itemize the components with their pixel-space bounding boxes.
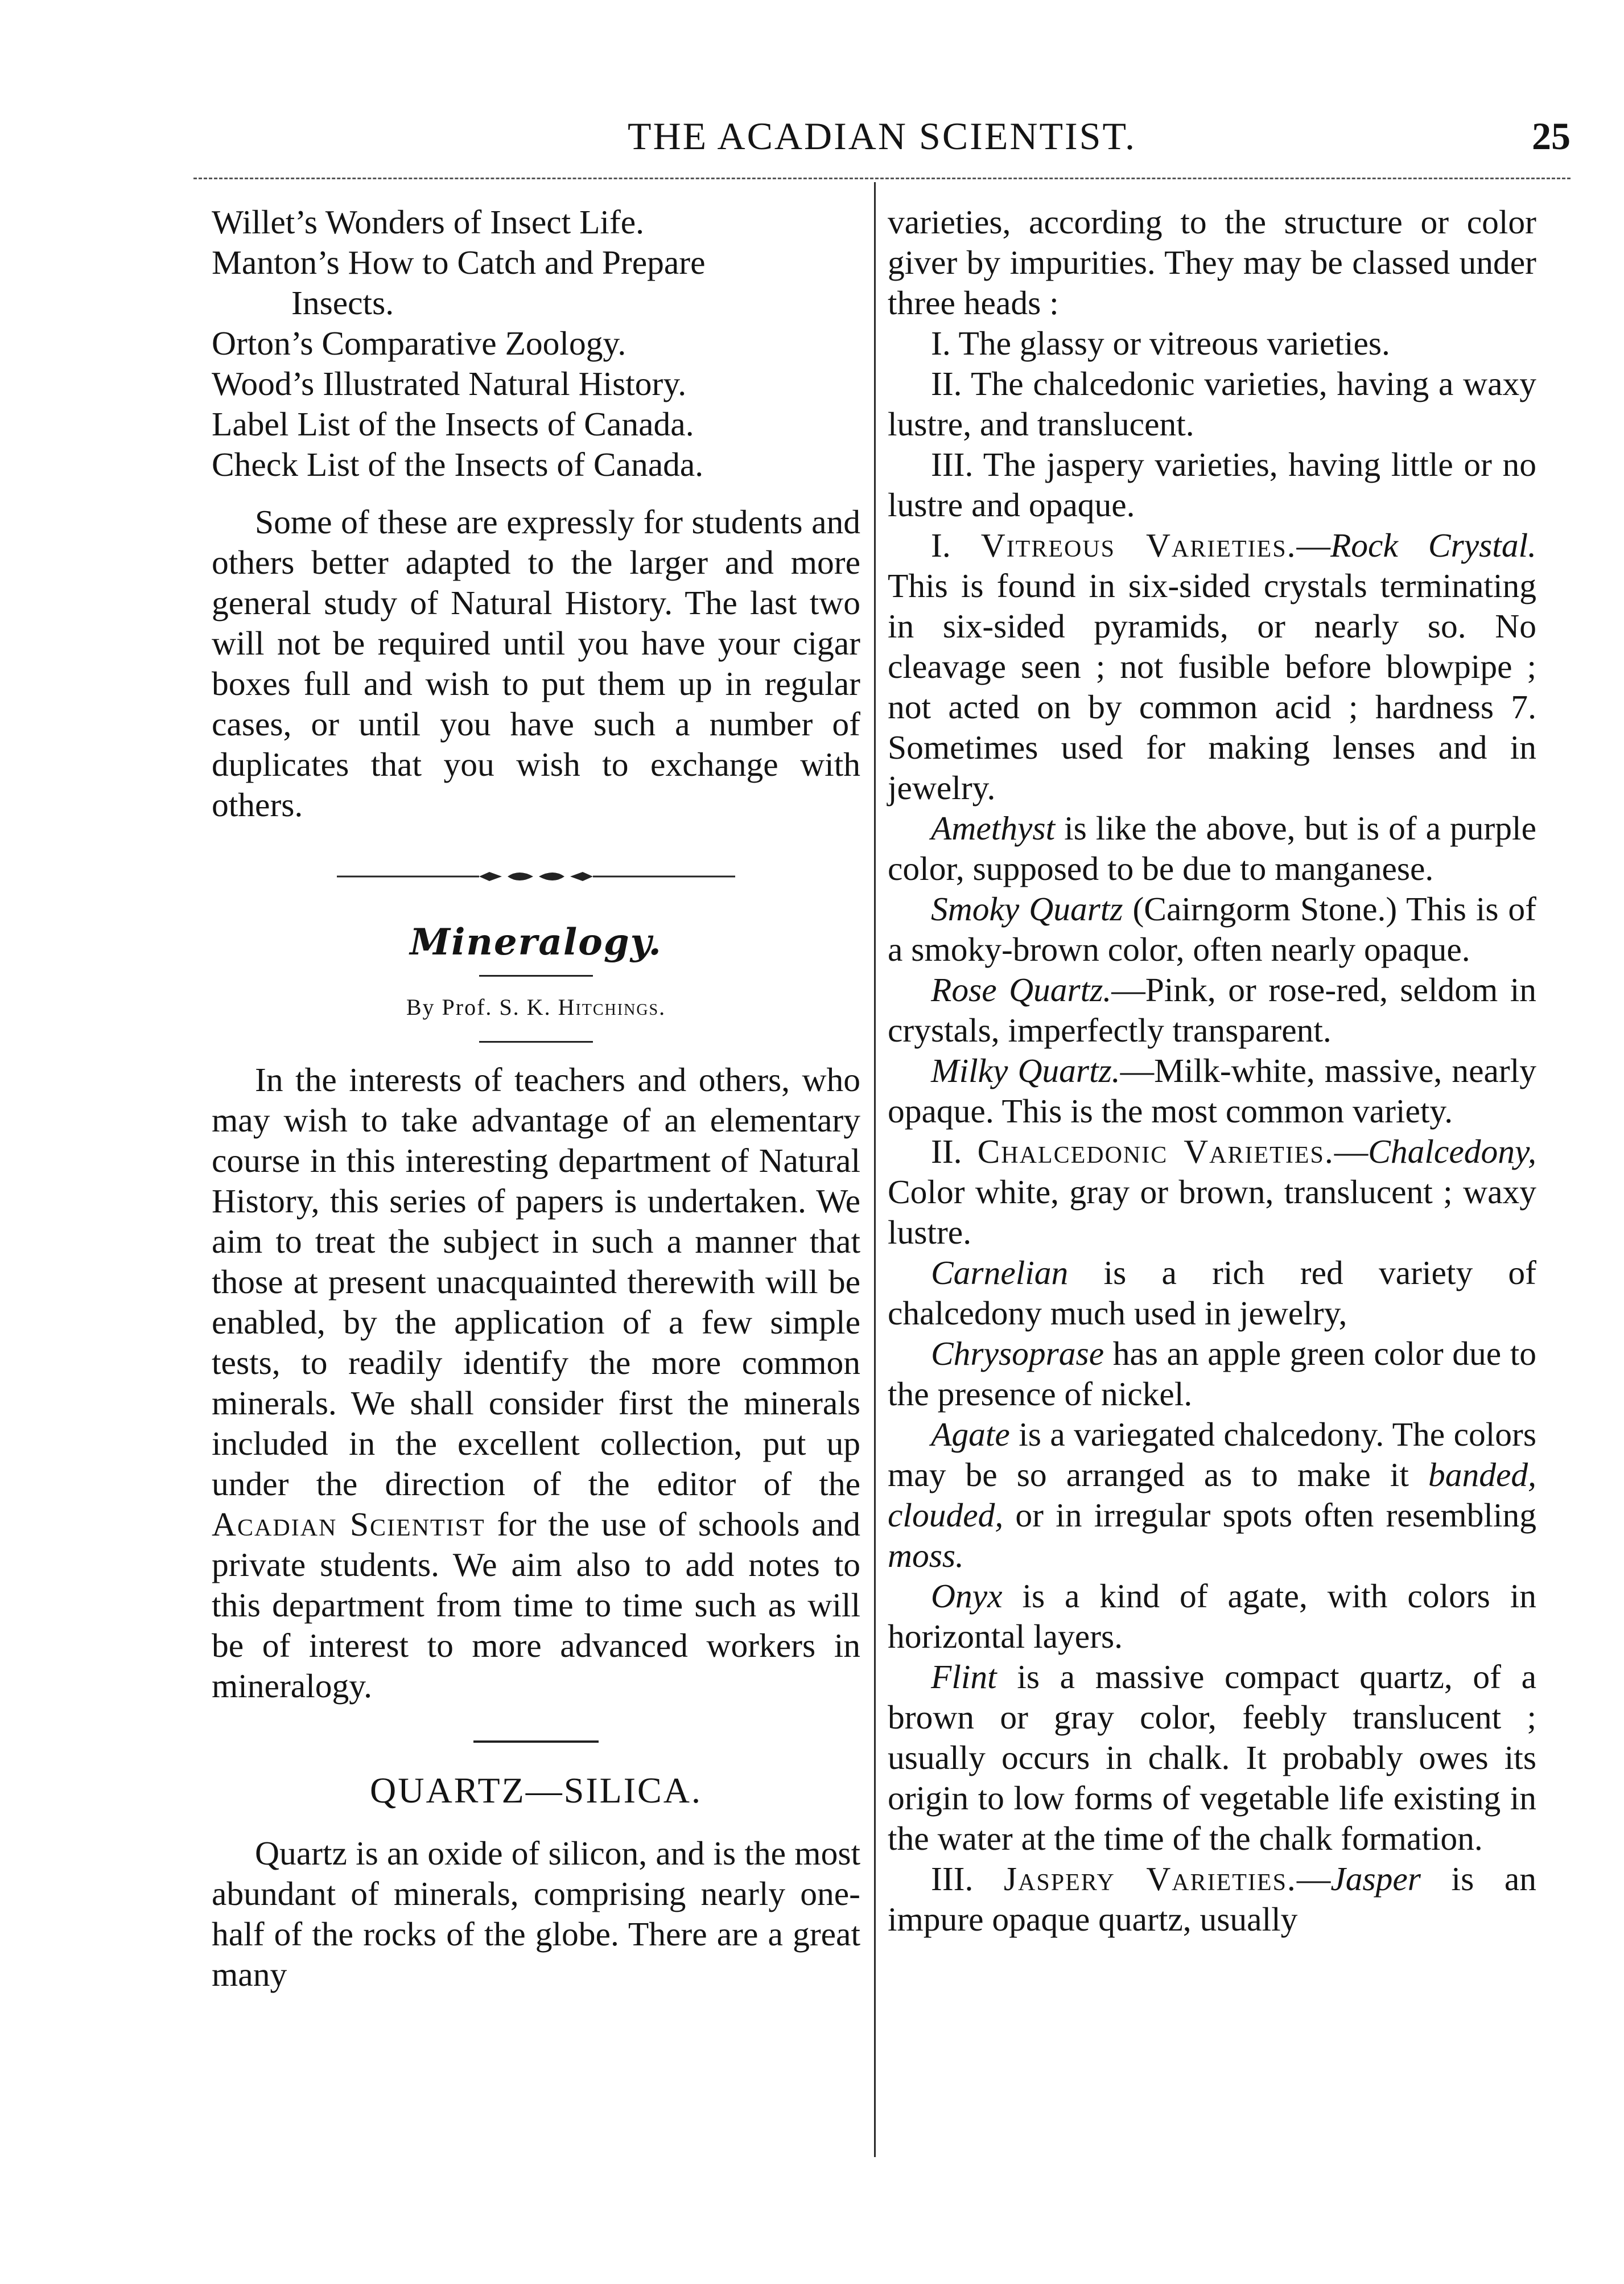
byline bbox=[212, 987, 860, 1027]
smoky-paragraph: Smoky Quartz (Cairngorm Stone.) This is of a smoky-brown color, often nearly opaque. bbox=[888, 890, 1536, 968]
ornament-divider bbox=[337, 865, 735, 888]
header-rule bbox=[193, 178, 1571, 179]
journal-name: Acadian Scientist bbox=[212, 1505, 485, 1543]
sub-heading: QUARTZ—SILICA. bbox=[370, 1770, 702, 1810]
term-rose-quartz: Rose Quartz. bbox=[931, 971, 1112, 1009]
term-carnelian: Carnelian bbox=[931, 1254, 1069, 1291]
chalcedonic-paragraph: II. Chalcedonic Varieties.—Chalcedony, Color white, gray or brown, translucent ; waxy lustre. bbox=[888, 1133, 1536, 1251]
book-list-item: Orton’s Comparative Zoology. bbox=[212, 324, 626, 362]
running-title: THE ACADIAN SCIENTIST. bbox=[628, 114, 1136, 158]
page-number: 25 bbox=[1532, 114, 1571, 158]
book-list-item: Check List of the Insects of Canada. bbox=[212, 446, 704, 483]
byline-author: S. K. Hitchings. bbox=[499, 994, 666, 1020]
book-list-item: Willet’s Wonders of Insect Life. bbox=[212, 203, 645, 241]
byline-prefix: By Prof. bbox=[406, 994, 500, 1020]
term-chrysoprase: Chrysoprase bbox=[931, 1335, 1104, 1372]
left-column bbox=[212, 202, 860, 1995]
class-item: III. The jaspery varieties, having little or no lustre and opaque. bbox=[888, 446, 1536, 524]
book-list-item: Manton’s How to Catch and Prepare bbox=[212, 244, 706, 281]
class-item: II. The chalcedonic varieties, having a waxy lustre, and translucent. bbox=[888, 365, 1536, 443]
term-jasper: Jasper bbox=[1330, 1860, 1421, 1898]
column-divider bbox=[874, 182, 876, 2157]
term-milky-quartz: Milky Quartz. bbox=[931, 1052, 1120, 1089]
intro-paragraph: Some of these are expressly for students and others better adapted to the larger and more general study of Natural History. The last two will not be required until you have your cigar boxes full and wish to put them up in regular cases, or until you have such a number of duplicates that you wish to exchange with others. bbox=[212, 503, 860, 824]
term-amethyst: Amethyst bbox=[931, 809, 1056, 847]
term-rock-crystal: Rock Crystal. bbox=[1330, 526, 1536, 564]
section-rule bbox=[473, 1740, 599, 1743]
chrysoprase-paragraph: Chrysoprase has an apple green color due to the presence of nickel. bbox=[888, 1335, 1536, 1413]
book-list-item: Label List of the Insects of Canada. bbox=[212, 405, 694, 443]
onyx-paragraph: Onyx is a kind of agate, with colors in horizontal layers. bbox=[888, 1577, 1536, 1655]
class-item: I. The glassy or vitreous varieties. bbox=[931, 324, 1390, 362]
jaspery-heading: Jaspery Varieties. bbox=[1003, 1860, 1297, 1898]
rose-paragraph: Rose Quartz.—Pink, or rose-red, seldom in crystals, imperfectly transparent. bbox=[888, 971, 1536, 1049]
term-smoky-quartz: Smoky Quartz bbox=[931, 890, 1123, 928]
term-chalcedony: Chalcedony, bbox=[1368, 1133, 1536, 1170]
chalcedonic-heading: Chalcedonic Varieties. bbox=[977, 1133, 1334, 1170]
agate-paragraph: Agate is a variegated chalcedony. The colors may be so arranged as to make it banded, clouded, or in irregular spots often resembling moss. bbox=[888, 1415, 1536, 1574]
heading-rule bbox=[479, 975, 593, 977]
carnelian-paragraph: Carnelian is a rich red variety of chalcedony much used in jewelry, bbox=[888, 1254, 1536, 1332]
right-column bbox=[888, 202, 1536, 1940]
term-onyx: Onyx bbox=[931, 1577, 1003, 1615]
term-agate: Agate bbox=[931, 1415, 1010, 1453]
amethyst-paragraph: Amethyst is like the above, but is of a purple color, supposed to be due to manganese. bbox=[888, 809, 1536, 887]
book-list bbox=[212, 202, 860, 485]
milky-paragraph: Milky Quartz.—Milk-white, massive, nearly opaque. This is the most common variety. bbox=[888, 1052, 1536, 1130]
vitreous-paragraph: I. Vitreous Varieties.—Rock Crystal. This is found in six-sided crystals terminating in six-sided pyramids, or nearly so. No cleavage seen ; not fusible before blowpipe ; not acted on by common acid ; hardness 7. Sometimes used for making lenses and in jewelry. bbox=[888, 526, 1536, 806]
vitreous-heading: Vitreous Varieties. bbox=[980, 526, 1297, 564]
page-header bbox=[193, 114, 1571, 171]
term-flint: Flint bbox=[931, 1658, 997, 1695]
flint-paragraph: Flint is a massive compact quartz, of a brown or gray color, feebly translucent ; usually occurs in chalk. It probably owes its origin to low forms of vegetable life existing in the water at the time of the chalk formation. bbox=[888, 1658, 1536, 1857]
jaspery-paragraph: III. Jaspery Varieties.—Jasper is an impure opaque quartz, usually bbox=[888, 1860, 1536, 1938]
continued-paragraph: varieties, according to the structure or color giver by impurities. They may be classed under three heads : bbox=[888, 203, 1536, 322]
quartz-paragraph: Quartz is an oxide of silicon, and is the most abundant of minerals, comprising nearly one-half of the rocks of the globe. There are a great many bbox=[212, 1834, 860, 1993]
book-list-item: Wood’s Illustrated Natural History. bbox=[212, 365, 687, 402]
intro-mineralogy-paragraph: In the interests of teachers and others, who may wish to take advantage of an elementary course in this interesting department of Natural History, this series of papers is undertaken. We aim to treat the subject in such a manner that those at present unacquainted therewith will be enabled, by the application of a few simple tests, to readily identify the more common minerals. We shall consider first the minerals included in the excellent collection, put up under the direction of the editor of the Acadian Scientist for the use of schools and private students. We aim also to add notes to this department from time to time such as will be of interest to more advanced workers in mineralogy. bbox=[212, 1061, 860, 1705]
book-list-item-continued: Insects. bbox=[291, 284, 394, 322]
section-heading: Mineralogy. bbox=[410, 921, 662, 964]
